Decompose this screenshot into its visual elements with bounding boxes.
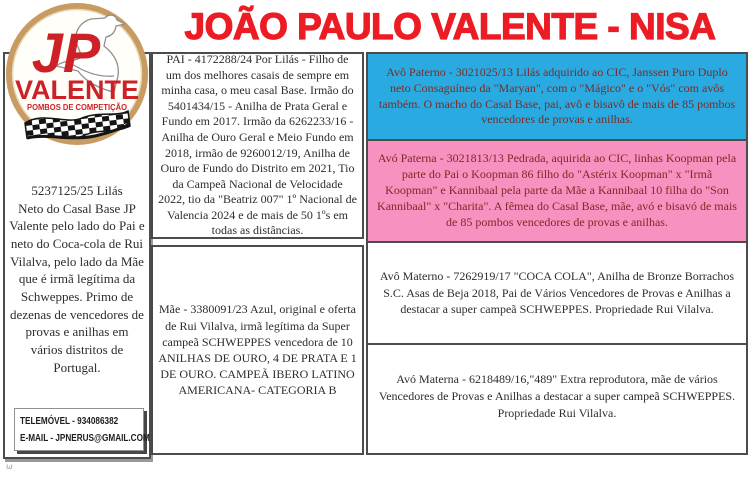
page-title: JOÃO PAULO VALENTE - NISA (184, 6, 716, 47)
stray-mark: ω (6, 462, 13, 471)
logo-monogram: JP (31, 21, 101, 84)
logo-graphic (4, 0, 150, 147)
cell-maternal-grandfather (366, 241, 748, 345)
contact-phone: TELEMÓVEL - 934086382 (20, 415, 119, 428)
subject-description: Neto do Casal Base JP Valente pelo lado do Pai e neto do Coca-cola de Rui Vilalva, pelo lado da Mãe que é irmã legítima da Schweppes. Primo de dezenas de vencedores de provas e anilhas em vários distritos de Portugal. (9, 200, 145, 375)
jp-valente-logo (4, 0, 150, 147)
cell-mother (151, 245, 364, 455)
father-text: PAI - 4172288/24 Por Lilás - Filho de um dos melhores casais de sempre em minha casa, o meu casal Base. Irmão do 5401434/15 - Anilha de Prata Geral e Fundo em 2017. Irmão da 6262233/16 - Anilha de Ouro Geral e Meio Fundo em 2018, irmão de 9260012/19, Anilha de Ouro de Fundo do Distrito em 2021, Tio da Campeã Nacional de Velocidade 2022, tio da "Beatriz 007" 1º Nacional de Valencia 2024 e de mais de 50 1ºs em todas as distâncias. (158, 51, 357, 238)
cell-father (151, 52, 364, 239)
contact-box (14, 408, 150, 451)
cell-maternal-grandmother (366, 343, 748, 455)
paternal-grandmother-text: Avó Paterna - 3021813/13 Pedrada, aquirida ao CIC, linhas Koopman pela parte do Pai o Koopman 86 filho do "Astérix Koopman" x "Irmã Koopman" e Kannibaal pela parte da Mãe a Kannibaal 10 filha do "Son Kannibaal" x "Charita". A fêmea do Casal Base, mãe, avó e bisavó de mais de 85 pombos vencedores de provas e anilhas. (377, 151, 737, 229)
maternal-grandfather-text: Avô Materno - 7262919/17 "COCA COLA", Anilha de Bronze Borrachos S.C. Asas de Beja 2018, Pai de Vários Vencedores de Provas e Anilhas a destacar a super campeã SCHWEPPES. Propriedade Rui Vilalva. (379, 268, 735, 317)
cell-paternal-grandfather (366, 52, 748, 141)
subject-text (9, 182, 145, 376)
cell-paternal-grandmother (366, 139, 748, 243)
logo-tagline: POMBOS DE COMPETIÇÃO (27, 103, 127, 112)
logo-wordmark: VALENTE (15, 75, 139, 105)
contact-email: E-MAIL - JPNERUS@GMAIL.COM (20, 431, 150, 444)
subject-ring-number: 5237125/25 Lilás (31, 183, 123, 198)
maternal-grandmother-text: Avó Materna - 6218489/16,"489" Extra reprodutora, mãe de vários Vencedores de Provas e Anilhas a destacar a super campeã SCHWEPPES. Propriedade Rui Vilalva. (378, 372, 736, 420)
mother-text: Mãe - 3380091/23 Azul, original e oferta de Rui Vilalva, irmã legítima da Super campeã SCHWEPPES vencedora de 10 ANILHAS DE OURO, 4 DE PRATA E 1 DE OURO. CAMPEÃ IBERO LATINO AMERICANA- CATEGORIA B (158, 302, 357, 398)
paternal-grandfather-text: Avô Paterno - 3021025/13 Lilás adquirido ao CIC, Janssen Puro Duplo neto Consaguíneo da "Maryan", com o "Mágico" e o "Vós" com avôs também. O macho do Casal Base, pai, avô e bisavô de mais de 85 pombos vencedores de provas e anilhas. (378, 64, 736, 127)
